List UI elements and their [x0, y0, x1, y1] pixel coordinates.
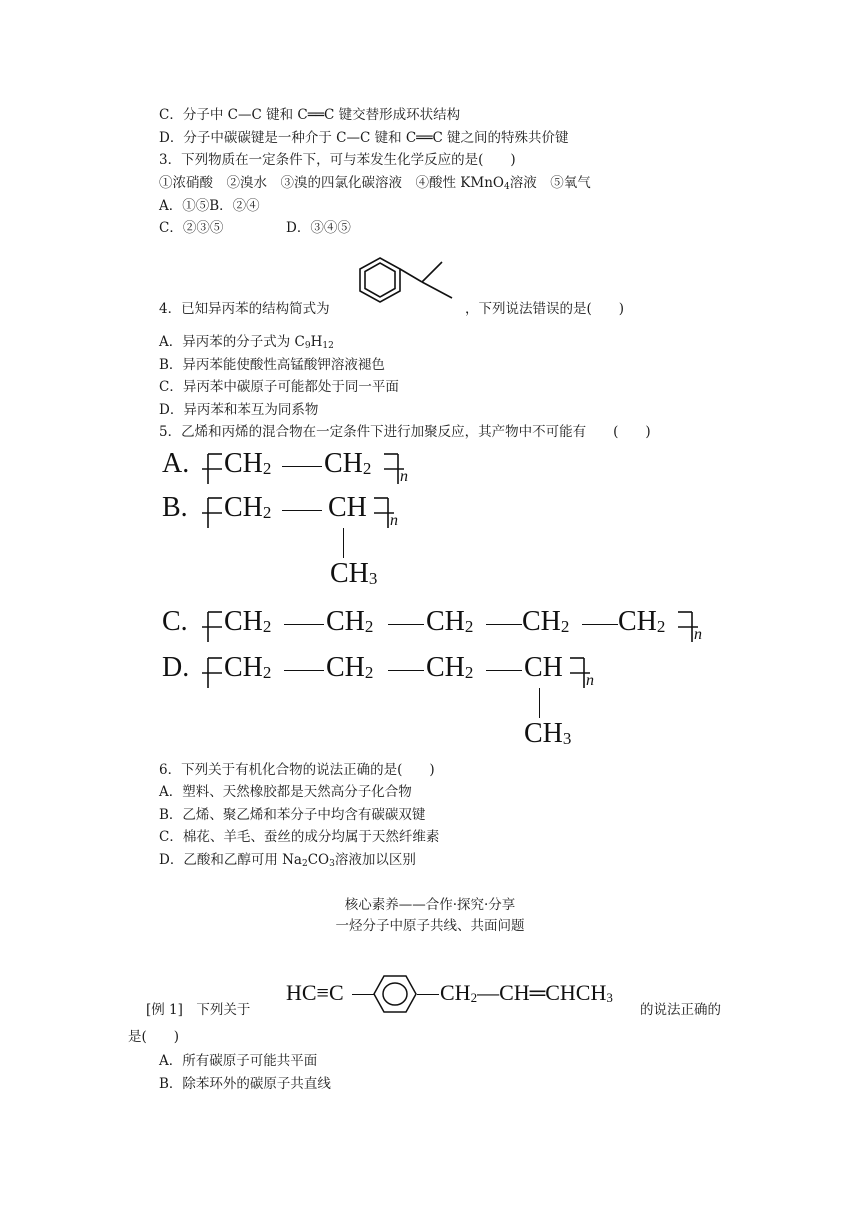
q3-option-c: C．②③⑤: [159, 220, 224, 236]
example1-option-b: B．除苯环外的碳原子共直线: [159, 1076, 331, 1092]
bracket-left-icon: [202, 496, 224, 530]
q4-option-b: B．异丙苯能使酸性高锰酸钾溶液褪色: [159, 357, 385, 373]
example1-stem-before: [例 1] 下列关于: [146, 1002, 251, 1018]
bracket-left-icon: [202, 610, 224, 644]
example1-stem-after: 的说法正确的: [640, 1002, 721, 1018]
bracket-left-icon: [202, 452, 224, 486]
q4-option-c: C．异丙苯中碳原子可能都处于同一平面: [159, 379, 399, 395]
q6-stem: 6．下列关于有机化合物的说法正确的是( ): [159, 762, 435, 778]
q6-option-d: D．乙酸和乙醇可用 $Na_2CO_3$溶液加以区别: [159, 852, 416, 869]
q6-option-b: B．乙烯、聚乙烯和苯分子中均含有碳碳双键: [159, 807, 426, 823]
benzene-ring-icon: [372, 972, 420, 1018]
q4-stem-after: ，下列说法错误的是( ): [465, 301, 625, 317]
section-subtitle: 一烃分子中原子共线、共面问题: [335, 918, 525, 934]
example1-stem-cont: 是( ): [128, 1029, 180, 1045]
q4-stem-before: 4．已知异丙苯的结构简式为: [159, 301, 330, 317]
q6-option-a: A．塑料、天然橡胶都是天然高分子化合物: [159, 784, 412, 800]
example1-option-a: A．所有碳原子可能共平面: [159, 1053, 318, 1069]
q2-option-d: D．分子中碳碳键是一种介于 C—C 键和 C══C 键之间的特殊共价键: [159, 130, 569, 146]
q5-stem: 5．乙烯和丙烯的混合物在一定条件下进行加聚反应，其产物中不可能有 ( ): [159, 424, 651, 440]
q3-items: ①浓硝酸 ②溴水 ③溴的四氯化碳溶液 ④酸性 KMnO$_4$溶液 ⑤氧气: [159, 175, 591, 192]
section-title: 核心素养——合作·探究·分享: [344, 897, 516, 913]
q2-option-c: C．分子中 C—C 键和 C══C 键交替形成环状结构: [159, 107, 461, 123]
isopropylbenzene-structure: [352, 252, 462, 322]
q3-stem: 3．下列物质在一定条件下，可与苯发生化学反应的是( ): [159, 152, 516, 168]
q4-option-d: D．异丙苯和苯互为同系物: [159, 402, 319, 418]
q3-option-d: D．③④⑤: [286, 220, 351, 236]
q4-option-a: A．异丙苯的分子式为 $C_9H_{12}$: [159, 334, 334, 351]
q3-option-ab: A．①⑤B．②④: [159, 198, 260, 214]
q6-option-c: C．棉花、羊毛、蚕丝的成分均属于天然纤维素: [159, 829, 440, 845]
bracket-left-icon: [202, 656, 224, 690]
